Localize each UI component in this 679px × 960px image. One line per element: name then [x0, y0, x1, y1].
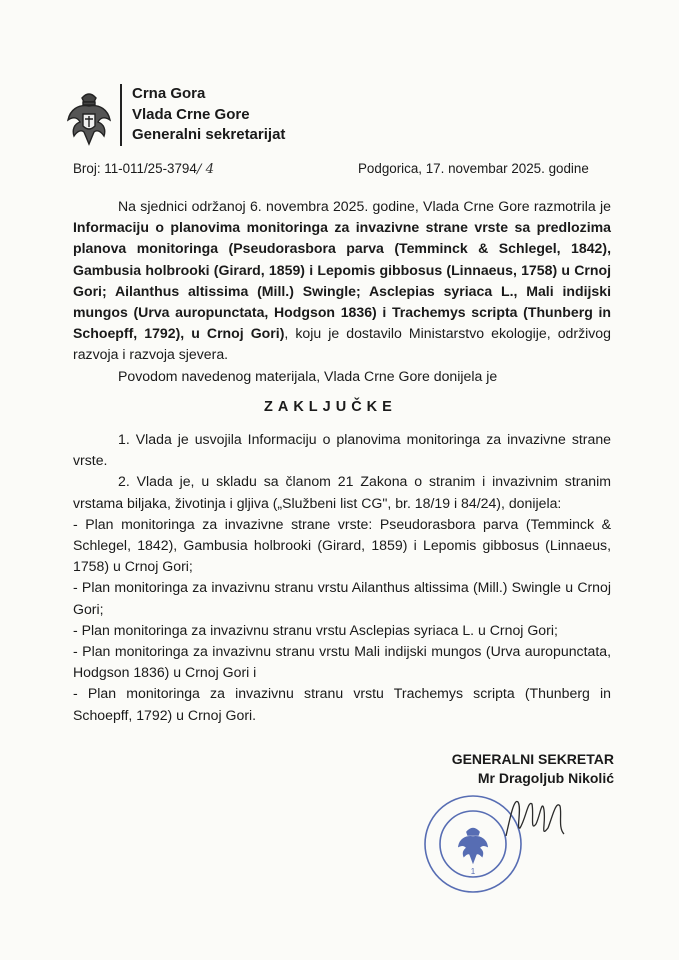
conclusion-item-2: 2. Vlada je, u skladu sa članom 21 Zakona o stranim i invazivnim stranim vrstama biljaka, životinja i gljiva („Službeni list CG", br. 18/19 i 84/24), donijela: [73, 473, 611, 511]
intro-paragraph: Na sjednici održanoj 6. novembra 2025. godine, Vlada Crne Gore razmotrila je Informaciju o planovima monitoringa za invazivne strane vrste sa predlozima planova monitoringa (Pseudorasbora parva (Temminck & Schlegel, 1842), Gambusia holbrooki (Girard, 1859) i Lepomis gibbosus (Linnaeus, 1758) u Crnoj Gori; Ailanthus altissima (Mill.) Swingle; Asclepias syriaca L., Mali indijski mungos (Urva auropunctata, Hodgson 1836) i Trachemys scripta (Thunberg in Schoepff, 1792), u Crnoj Gori), koju je dostavilo Ministarstvo ekologije, održivog razvoja i razvoja sjevera. [73, 198, 611, 363]
plan-item-2: - Plan monitoringa za invazivnu stranu vrstu Ailanthus altissima (Mill.) Swingle u Crnoj Gori; [73, 579, 611, 617]
plan-item-1: - Plan monitoringa za invazivne strane vrste: Pseudorasbora parva (Temminck & Schlegel, 1842), Gambusia holbrooki (Girard, 1859) i Lepomis gibbosus (Linnaeus, 1758) u Crnoj Gori; [73, 515, 611, 575]
coat-of-arms-icon [64, 88, 114, 148]
handwritten-signature-icon [500, 788, 570, 848]
government-name: Vlada Crne Gore [132, 105, 250, 123]
stamp-number: 1 [470, 867, 476, 876]
decision-intro: Povodom navedenog materijala, Vlada Crne Gore donijela je [118, 367, 498, 384]
reference-number: Broj: 11-011/25-3794/ 4 [73, 161, 215, 177]
secretariat-name: Generalni sekretarijat [132, 126, 286, 143]
plan-item-5: - Plan monitoringa za invazivnu stranu vrstu Trachemys scripta (Thunberg in Schoepff, 1792) u Crnoj Gori. [73, 685, 611, 723]
plan-item-4: - Plan monitoringa za invazivnu stranu vrstu Mali indijski mungos (Urva auropunctata, Hodgson 1836) u Crnoj Gori i [73, 643, 611, 681]
conclusions-heading: ZAKLJUČKE [264, 398, 397, 415]
handwritten-suffix: / 4 [196, 162, 215, 177]
place-date: Podgorica, 17. novembar 2025. godine [358, 161, 589, 176]
header-divider [120, 84, 122, 146]
subject-title: Informaciju o planovima monitoringa za invazivne strane vrste sa predlozima planova monitoringa (Pseudorasbora parva (Temminck & Schlegel, 1842), Gambusia holbrooki (Girard, 1859) i Lepomis gibbosus (Linnaeus, 1758) u Crnoj Gori; Ailanthus altissima (Mill.) Swingle; Asclepias syriaca L., Mali indijski mungos (Urva auropunctata, Hodgson 1836) i Trachemys scripta (Thunberg in Schoepff, 1792), u Crnoj Gori) [73, 219, 611, 342]
country-name: Crna Gora [132, 85, 206, 102]
plan-item-3: - Plan monitoringa za invazivnu stranu vrstu Asclepias syriaca L. u Crnoj Gori; [73, 621, 558, 638]
document-body [73, 196, 611, 726]
signatory-title: GENERALNI SEKRETAR [451, 751, 614, 767]
conclusion-item-1: 1. Vlada je usvojila Informaciju o planovima monitoringa za invazivne strane vrste. [73, 431, 611, 469]
signature-block [428, 750, 614, 788]
letterhead [132, 84, 285, 146]
signatory-name: Mr Dragoljub Nikolić [477, 770, 614, 786]
